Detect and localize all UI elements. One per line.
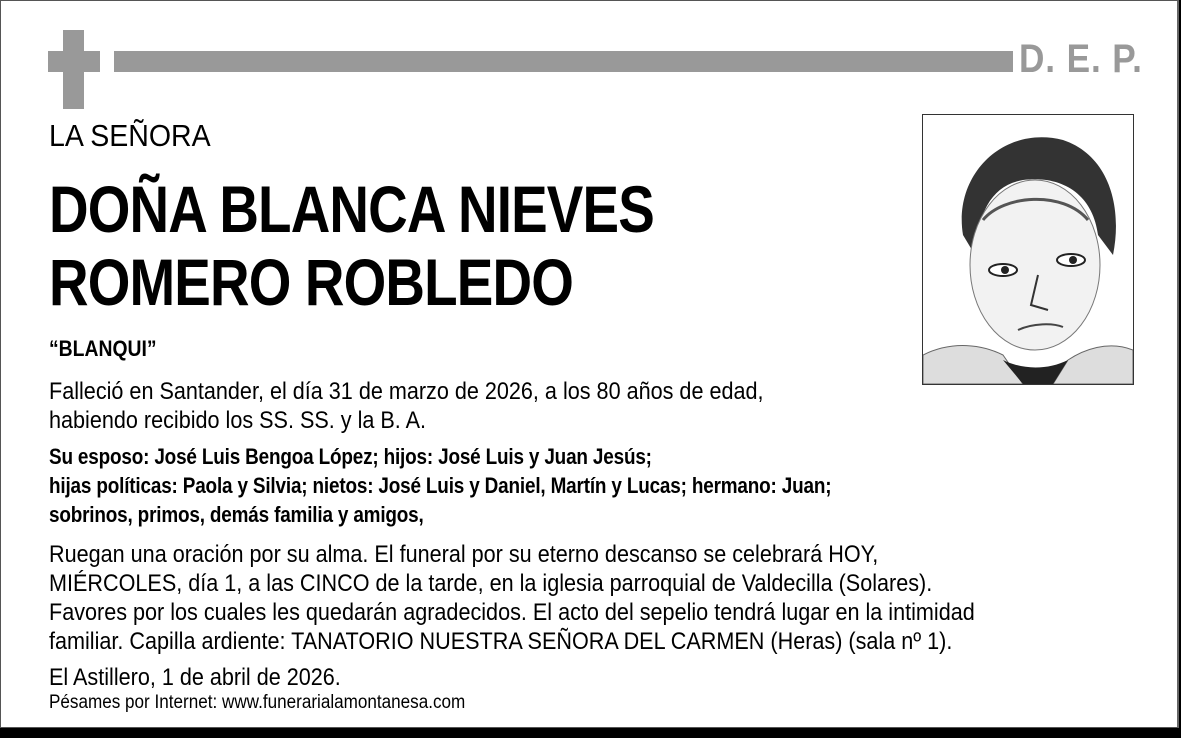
- header-rule: [114, 51, 1013, 72]
- honorific: LA SEÑORA: [49, 118, 211, 153]
- text-line: hijas políticas: Paola y Silvia; nietos: José Luis y Daniel, Martín y Lucas; hermano: Juan;: [49, 473, 832, 498]
- death-notice: [49, 377, 764, 435]
- text-line: MIÉRCOLES, día 1, a las CINCO de la tarde, en la iglesia parroquial de Valdecilla (Solares).: [49, 570, 933, 597]
- place-date: El Astillero, 1 de abril de 2026.: [49, 664, 341, 691]
- text-line: Su esposo: José Luis Bengoa López; hijos: José Luis y Juan Jesús;: [49, 444, 652, 469]
- family-list: [49, 442, 831, 529]
- funeral-details: [49, 540, 975, 656]
- dep-label: D. E. P.: [1019, 37, 1143, 81]
- text-line: sobrinos, primos, demás familia y amigos,: [49, 502, 424, 527]
- nickname: “BLANQUI”: [49, 336, 157, 361]
- deceased-name: [49, 173, 654, 319]
- text-line: Favores por los cuales les quedarán agradecidos. El acto del sepelio tendrá lugar en la intimidad: [49, 599, 975, 626]
- name-line: ROMERO ROBLEDO: [49, 245, 574, 319]
- text-line: Ruegan una oración por su alma. El funeral por su eterno descanso se celebrará HOY,: [49, 541, 879, 568]
- text-line: Falleció en Santander, el día 31 de marzo de 2026, a los 80 años de edad,: [49, 378, 764, 405]
- text-line: habiendo recibido los SS. SS. y la B. A.: [49, 407, 427, 434]
- text-line: familiar. Capilla ardiente: TANATORIO NUESTRA SEÑORA DEL CARMEN (Heras) (sala nº 1).: [49, 628, 953, 655]
- condolences-link: Pésames por Internet: www.funerarialamontanesa.com: [49, 692, 466, 713]
- name-line: DOÑA BLANCA NIEVES: [49, 172, 654, 246]
- cross-icon-bar: [48, 51, 100, 72]
- portrait-photo: [922, 114, 1134, 385]
- portrait-image: [923, 115, 1133, 384]
- bottom-border: [0, 729, 1181, 738]
